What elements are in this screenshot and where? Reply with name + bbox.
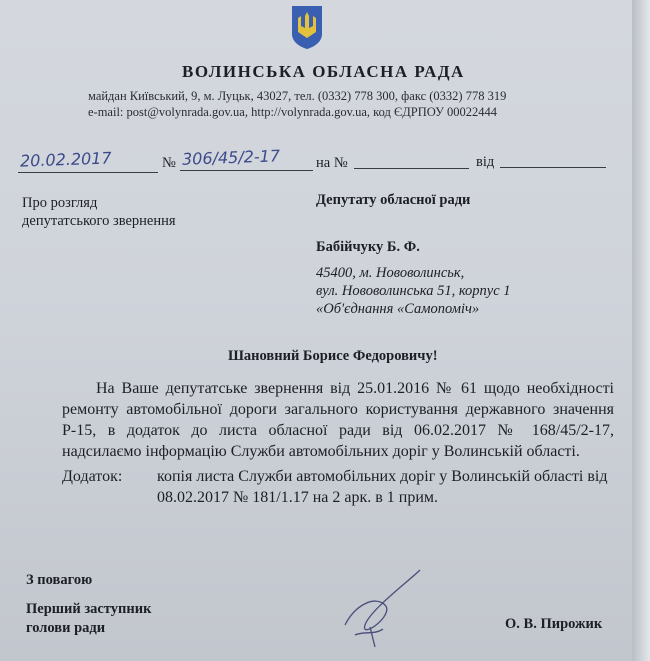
attachment-line: копія листа Служби автомобільних доріг у Волинській області від <box>157 468 608 485</box>
body-paragraph: На Ваше депутатське звернення від 25.01.2016 № 61 щодо необхідності ремонту автомобільної дороги загального користування державного значення Р-15, в додаток до листа обласної ради від 06.02.2017 № 168/45/2-17, надсилаємо інформацію Служби автомобільних доріг у Волинській області. <box>62 380 614 460</box>
signer-name: О. В. Пирожик <box>505 616 603 632</box>
attachment-line: 08.02.2017 № 181/1.17 на 2 арк. в 1 прим. <box>157 489 439 506</box>
subject <box>22 194 176 230</box>
address-line: 45400, м. Нововолинськ, <box>316 265 465 281</box>
address-line: майдан Київський, 9, м. Луцьк, 43027, тел. (0332) 778 300, факс (0332) 778 319 <box>88 89 507 103</box>
signer-position <box>26 600 151 638</box>
recipient-title: Депутату обласної ради <box>316 192 471 208</box>
salutation: Шановний Борисе Федоровичу! <box>228 348 438 364</box>
position-line: голови ради <box>26 620 106 636</box>
registration-number: 306/45/2-17 <box>181 146 281 169</box>
from-line <box>500 167 606 168</box>
attachment-label: Додаток: <box>62 468 123 485</box>
date-line <box>18 172 158 173</box>
organization-address <box>88 88 506 120</box>
attachment <box>62 466 608 508</box>
letter-body <box>62 378 614 462</box>
contact-line: e-mail: post@volynrada.gov.ua, http://volynrada.gov.ua, код ЄДРПОУ 00022444 <box>88 105 498 119</box>
reference-line <box>354 168 469 169</box>
address-line: «Об'єднання «Самопоміч» <box>316 301 480 317</box>
signature <box>325 565 425 661</box>
number-label: № <box>162 155 176 171</box>
recipient-name: Бабійчуку Б. Ф. <box>316 239 420 255</box>
closing-regards: З повагою <box>26 572 93 588</box>
registration-date: 20.02.2017 <box>19 148 112 171</box>
subject-line: депутатського звернення <box>22 213 176 229</box>
subject-line: Про розгляд <box>22 195 98 211</box>
reference-label: на № <box>316 155 348 171</box>
recipient-address <box>316 264 511 318</box>
position-line: Перший заступник <box>26 601 152 617</box>
paper-edge <box>632 0 650 661</box>
address-line: вул. Нововолинська 51, корпус 1 <box>316 283 511 299</box>
number-line <box>180 170 313 171</box>
from-label: від <box>476 154 495 170</box>
coat-of-arms-icon <box>290 4 324 50</box>
organization-name: ВОЛИНСЬКА ОБЛАСНА РАДА <box>182 62 465 81</box>
